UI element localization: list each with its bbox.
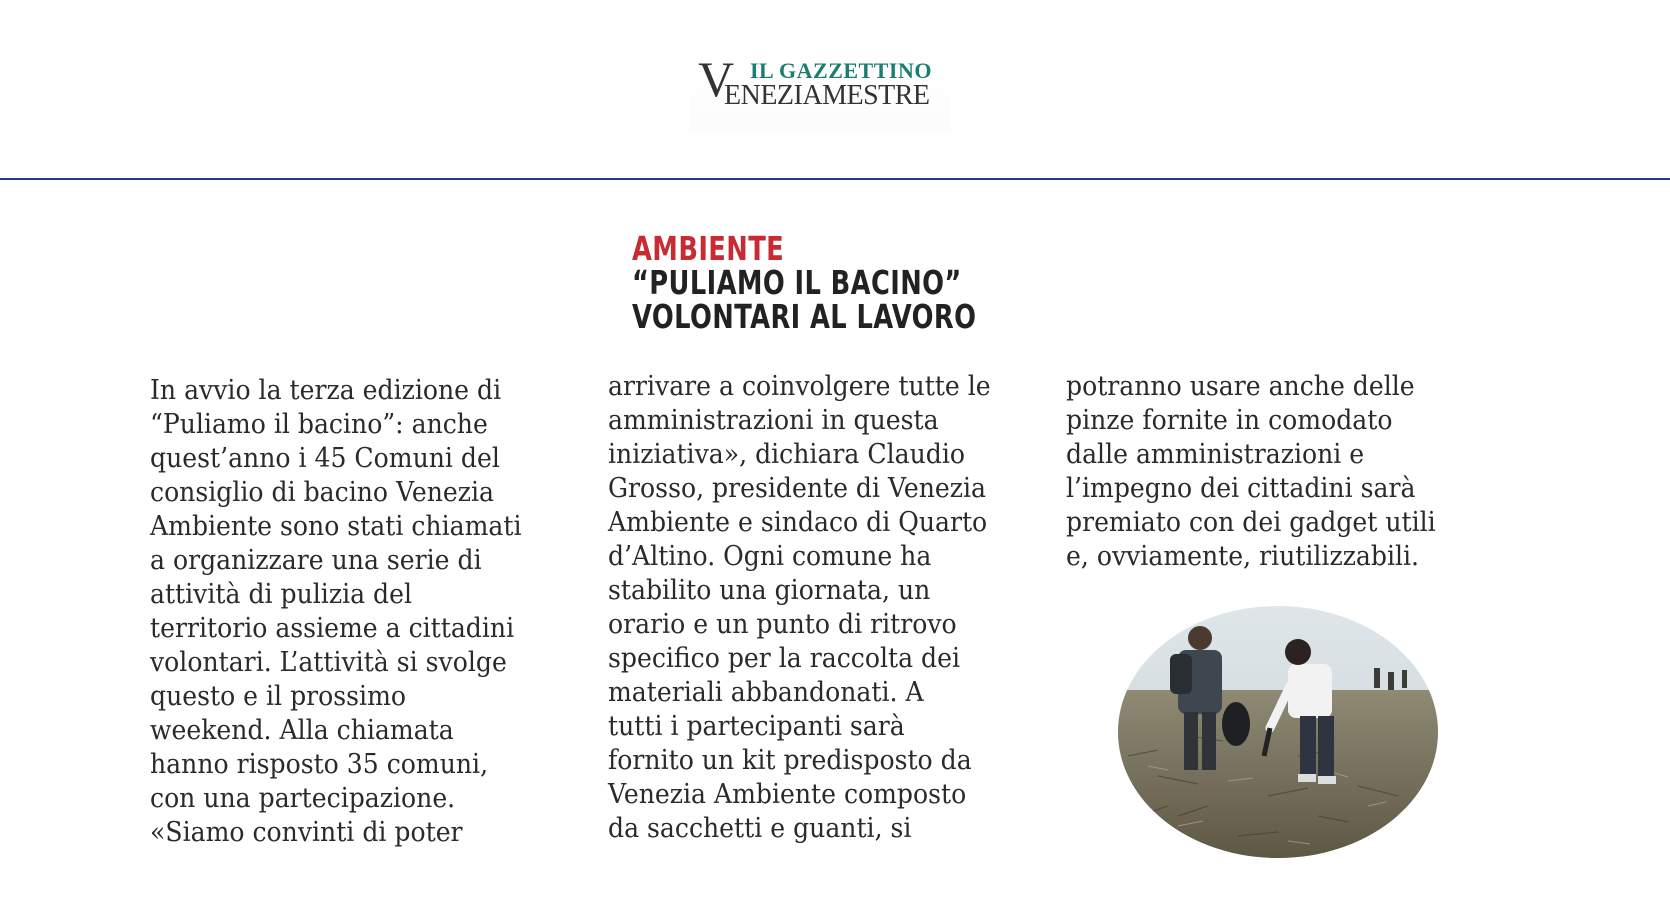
text-line: iniziativa», dichiara Claudio <box>608 439 965 470</box>
text-line: l’impegno dei cittadini sarà <box>1066 473 1416 504</box>
volunteers-photo-illustration <box>1118 606 1438 858</box>
masthead-brand: IL GAZZETTINO <box>750 58 932 83</box>
text-line: specifico per la raccolta dei <box>608 643 960 674</box>
text-line: da sacchetti e guanti, si <box>608 813 912 844</box>
masthead-city: ENEZIAMESTRE <box>724 80 930 111</box>
article-column-3 <box>1066 370 1496 574</box>
text-line: Ambiente sono stati chiamati <box>150 511 522 542</box>
text-line: In avvio la terza edizione di <box>150 375 502 406</box>
text-line: d’Altino. Ogni comune ha <box>608 541 932 572</box>
text-line: consiglio di bacino Venezia <box>150 477 494 508</box>
text-line: e, ovviamente, riutilizzabili. <box>1066 541 1420 572</box>
text-line: arrivare a coinvolgere tutte le <box>608 371 991 402</box>
text-line: «Siamo convinti di poter <box>150 817 463 848</box>
article-photo <box>1118 606 1438 858</box>
masthead-initial: V <box>698 51 735 107</box>
text-line: weekend. Alla chiamata <box>150 715 454 746</box>
article-column-1 <box>150 374 580 850</box>
text-line: con una partecipazione. <box>150 783 456 814</box>
masthead-logo <box>690 52 950 132</box>
article-column-2 <box>608 370 1038 846</box>
text-line: volontari. L’attività si svolge <box>150 647 507 678</box>
text-line: amministrazioni in questa <box>608 405 939 436</box>
text-line: tutti i partecipanti sarà <box>608 711 905 742</box>
text-line: a organizzare una serie di <box>150 545 482 576</box>
text-line: “Puliamo il bacino”: anche <box>150 409 488 440</box>
text-line: hanno risposto 35 comuni, <box>150 749 489 780</box>
text-line: territorio assieme a cittadini <box>150 613 515 644</box>
text-line: materiali abbandonati. A <box>608 677 924 708</box>
text-line: potranno usare anche delle <box>1066 371 1415 402</box>
text-line: Grosso, presidente di Venezia <box>608 473 986 504</box>
headline-line: VOLONTARI AL LAVORO <box>632 297 977 336</box>
text-line: questo e il prossimo <box>150 681 406 712</box>
text-line: pinze fornite in comodato <box>1066 405 1393 436</box>
text-line: quest’anno i 45 Comuni del <box>150 443 500 474</box>
text-line: dalle amministrazioni e <box>1066 439 1365 470</box>
section-kicker: AMBIENTE <box>632 229 785 268</box>
text-line: stabilito una giornata, un <box>608 575 931 606</box>
text-line: fornito un kit predisposto da <box>608 745 972 776</box>
text-line: orario e un punto di ritrovo <box>608 609 957 640</box>
text-line: Ambiente e sindaco di Quarto <box>608 507 988 538</box>
text-line: Venezia Ambiente composto <box>608 779 967 810</box>
text-line: premiato con dei gadget utili <box>1066 507 1436 538</box>
headline-line: “PULIAMO IL BACINO” <box>632 263 962 302</box>
header-divider <box>0 178 1670 180</box>
text-line: attività di pulizia del <box>150 579 413 610</box>
article-headline <box>632 229 977 336</box>
